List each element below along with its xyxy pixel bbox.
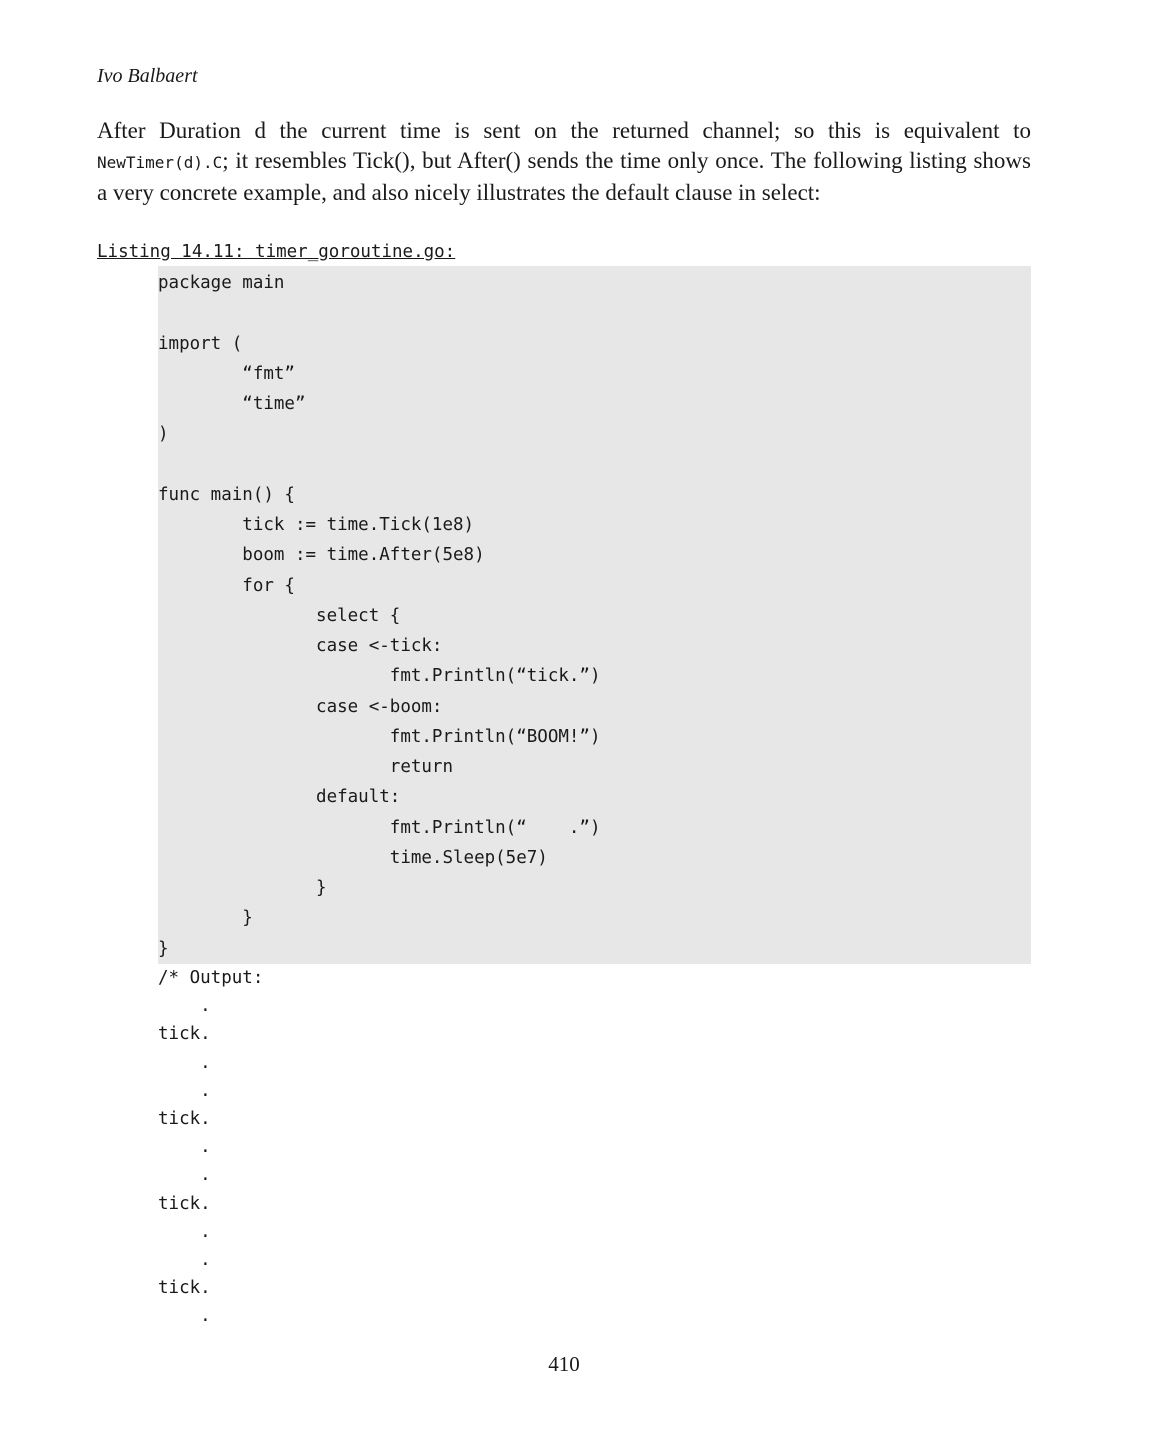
code-line: boom := time.After(5e8) bbox=[158, 545, 485, 566]
output-block bbox=[158, 964, 263, 1330]
code-line: “fmt” bbox=[158, 363, 295, 384]
listing-caption: Listing 14.11: timer_goroutine.go: bbox=[97, 242, 456, 262]
output-line: tick. bbox=[158, 1108, 211, 1129]
output-line: tick. bbox=[158, 1024, 211, 1045]
code-line: case <-tick: bbox=[158, 636, 443, 656]
output-line: . bbox=[158, 1165, 211, 1186]
page-number: 410 bbox=[548, 1352, 580, 1376]
code-line: tick := time.Tick(1e8) bbox=[158, 515, 475, 535]
code-line: “time” bbox=[158, 394, 306, 414]
code-line: default: bbox=[158, 787, 401, 808]
output-line: . bbox=[158, 1080, 211, 1101]
code-line: for { bbox=[158, 575, 295, 596]
code-line: func main() { bbox=[158, 484, 295, 505]
output-line: . bbox=[158, 1137, 211, 1158]
code-line: package main bbox=[158, 273, 285, 293]
output-line: . bbox=[158, 996, 211, 1017]
running-head-author: Ivo Balbaert bbox=[97, 65, 198, 87]
output-line: . bbox=[158, 1249, 211, 1270]
output-line: . bbox=[158, 1052, 211, 1073]
code-line: select { bbox=[158, 605, 401, 626]
paragraph-text-before: After Duration d the current time is sent on the returned channel; so this is equivalent to bbox=[97, 118, 1031, 143]
output-line: . bbox=[158, 1221, 211, 1242]
code-line: fmt.Println(“BOOM!”) bbox=[158, 726, 601, 747]
body-paragraph bbox=[97, 116, 1031, 208]
code-block bbox=[158, 268, 601, 964]
code-line: } bbox=[158, 908, 253, 929]
inline-code: NewTimer(d).C bbox=[97, 153, 223, 172]
paragraph-text-after: ; it resembles Tick(), but After() sends the time only once. The following listing shows a very concrete example, and also nicely illustrates the default clause in select: bbox=[97, 148, 1031, 205]
output-line: /* Output: bbox=[158, 968, 264, 988]
output-line: tick. bbox=[158, 1193, 211, 1214]
code-line: return bbox=[158, 757, 454, 777]
code-line: case <-boom: bbox=[158, 696, 443, 717]
code-line: import ( bbox=[158, 333, 243, 354]
code-line: } bbox=[158, 878, 327, 898]
code-line bbox=[158, 298, 601, 328]
output-line: . bbox=[158, 1306, 211, 1327]
output-line: tick. bbox=[158, 1278, 211, 1299]
code-line: fmt.Println(“tick.”) bbox=[158, 666, 601, 687]
code-line: } bbox=[158, 938, 169, 959]
code-line: fmt.Println(“ .”) bbox=[158, 817, 601, 838]
code-line: time.Sleep(5e7) bbox=[158, 847, 548, 868]
code-line bbox=[158, 450, 601, 480]
code-line: ) bbox=[158, 424, 169, 445]
